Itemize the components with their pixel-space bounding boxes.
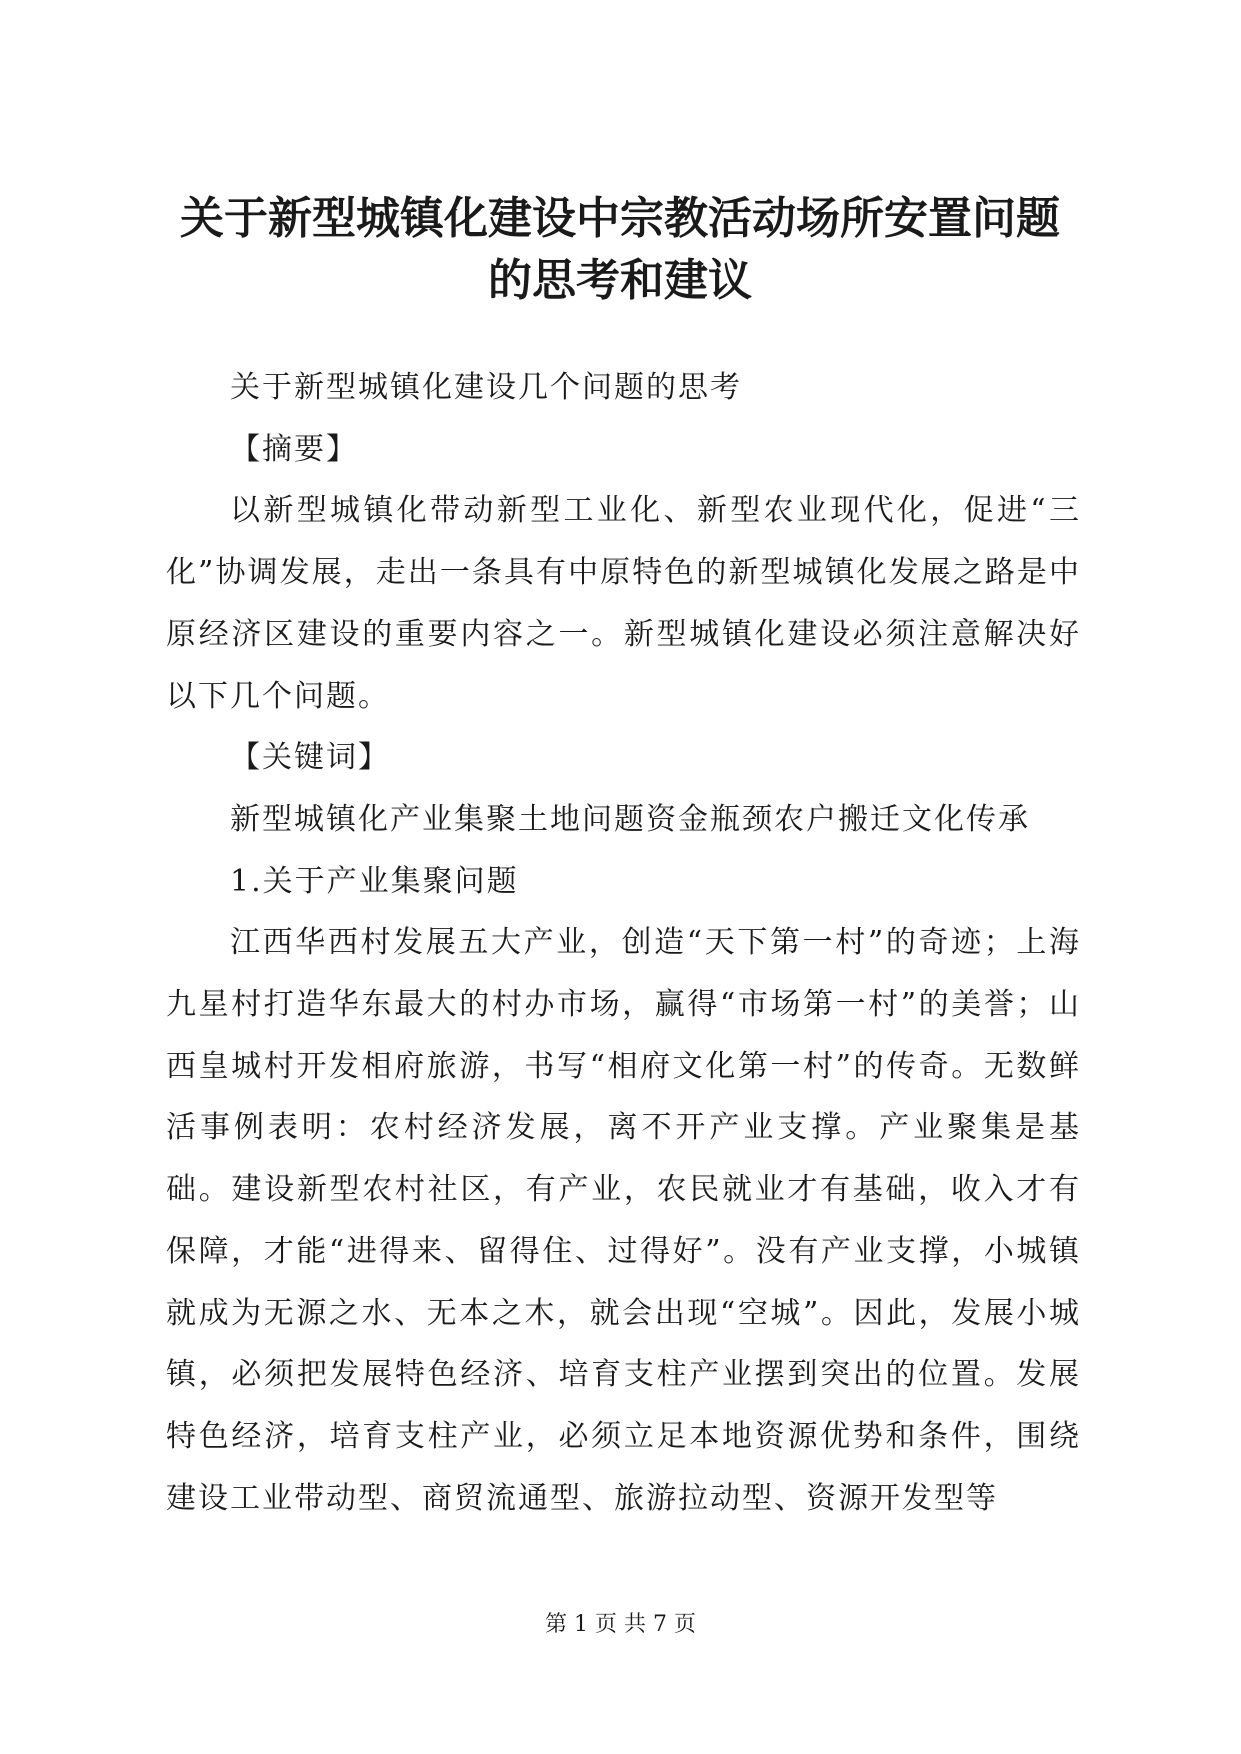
title-line-1: 关于新型城镇化建设中宗教活动场所安置问题 <box>180 193 1060 244</box>
title-line-2: 的思考和建议 <box>488 255 752 306</box>
page-footer: 第 1 页 共 7 页 <box>545 1612 696 1637</box>
keywords-paragraph: 新型城镇化产业集聚土地问题资金瓶颈农户搬迁文化传承 <box>230 801 1030 837</box>
section-heading: 1.关于产业集聚问题 <box>230 863 519 899</box>
document-title <box>120 188 1120 312</box>
document-body <box>166 357 1081 1529</box>
body-paragraph: 江西华西村发展五大产业，创造“天下第一村”的奇迹；上海九星村打造华东最大的村办市场，赢得“市场第一村”的美誉；山西皇城村开发相府旅游，书写“相府文化第一村”的传奇。无数鲜活事例表明：农村经济发展，离不开产业支撑。产业聚集是基础。建设新型农村社区，有产业，农民就业才有基础，收入才有保障，才能“进得来、留得住、过得好”。没有产业支撑，小城镇就成为无源之水、无本之木，就会出现“空城”。因此，发展小城镇，必须把发展特色经济、培育支柱产业摆到突出的位置。发展特色经济，培育支柱产业，必须立足本地资源优势和条件，围绕建设工业带动型、商贸流通型、旅游拉动型、资源开发型等 <box>166 925 1081 1516</box>
keywords-heading: 【关键词】 <box>230 740 390 776</box>
abstract-paragraph: 以新型城镇化带动新型工业化、新型农业现代化，促进“三化”协调发展，走出一条具有中原特色的新型城镇化发展之路是中原经济区建设的重要内容之一。新型城镇化建设必须注意解决好以下几个问题。 <box>166 493 1081 714</box>
abstract-heading: 【摘要】 <box>230 431 358 467</box>
subtitle-paragraph: 关于新型城镇化建设几个问题的思考 <box>230 370 742 405</box>
